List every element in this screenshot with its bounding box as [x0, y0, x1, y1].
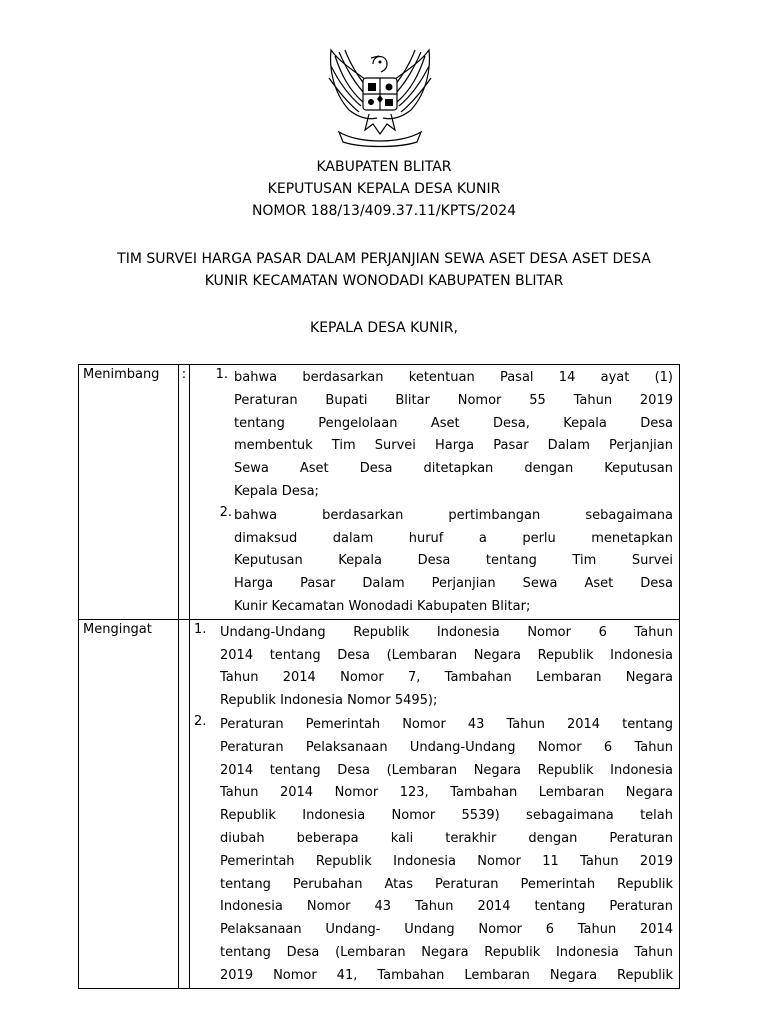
decree-subject — [0, 248, 768, 292]
menimbang-colon: : — [179, 365, 190, 620]
mengingat-item: 1. Undang-Undang Republik Indonesia Nomor 6 Tahun 2014 tentang Desa (Lembaran Negara Republik Indonesia Tahun 2014 Nomor 7, Tambahan Lembaran Negara Republik Indonesia Nomor 5495); — [194, 621, 673, 709]
menimbang-item: 2. bahwa berdasarkan pertimbangan sebagaimana dimaksud dalam huruf a perlu menetapkan Keputusan Kepala Desa tentang Tim Survei Harga Pasar Dalam Perjanjian Sewa Aset Desa Kunir Kecamatan Wonodadi Kabupaten Blitar; — [219, 504, 673, 614]
decree-considerations-table — [78, 364, 680, 989]
document-header — [0, 156, 768, 222]
garuda-pancasila-emblem — [319, 44, 441, 148]
mengingat-item: 2. Peraturan Pemerintah Nomor 43 Tahun 2014 tentang Peraturan Pelaksanaan Undang-Undang Nomor 6 Tahun 2014 tentang Desa (Lembaran Negara Republik Indonesia Tahun 2014 Nomor 123, Tambahan Lembaran Negara Republik Indonesia Nomor 5539) sebagaimana telah diubah beberapa kali terakhir dengan Peraturan Pemerintah Republik Indonesia Nomor 11 Tahun 2019 tentang Perubahan Atas Peraturan Pemerintah Republik Indonesia Nomor 43 Tahun 2014 tentang Peraturan Pelaksanaan Undang- Undang Nomor 6 Tahun 2014 tentang Desa (Lembaran Negara Republik Indonesia Tahun 2019 Nomor 41, Tambahan Lembaran Negara Republik — [194, 713, 673, 983]
subject-line-2: KUNIR KECAMATAN WONODADI KABUPATEN BLITAR — [204, 273, 564, 289]
regency-name: KABUPATEN BLITAR — [316, 159, 452, 175]
mengingat-colon — [179, 619, 190, 988]
menimbang-label: Menimbang — [79, 365, 179, 620]
menimbang-item: 1. bahwa berdasarkan ketentuan Pasal 14 ayat (1) Peraturan Bupati Blitar Nomor 55 Tahun 2019 tentang Pengelolaan Aset Desa, Kepala Desa membentuk Tim Survei Harga Pasar Dalam Perjanjian Sewa Aset Desa ditetapkan dengan Keputusan Kepala Desa; — [215, 367, 673, 499]
menimbang-row — [79, 365, 680, 620]
mengingat-label: Mengingat — [79, 619, 179, 988]
decree-number: NOMOR 188/13/409.37.11/KPTS/2024 — [251, 203, 517, 219]
decree-title: KEPUTUSAN KEPALA DESA KUNIR — [267, 181, 501, 197]
official-title: KEPALA DESA KUNIR, — [310, 320, 458, 336]
mengingat-row — [79, 619, 680, 988]
mengingat-body — [190, 619, 680, 988]
subject-line-1: TIM SURVEI HARGA PASAR DALAM PERJANJIAN SEWA ASET DESA ASET DESA — [117, 251, 651, 267]
menimbang-body — [190, 365, 680, 620]
